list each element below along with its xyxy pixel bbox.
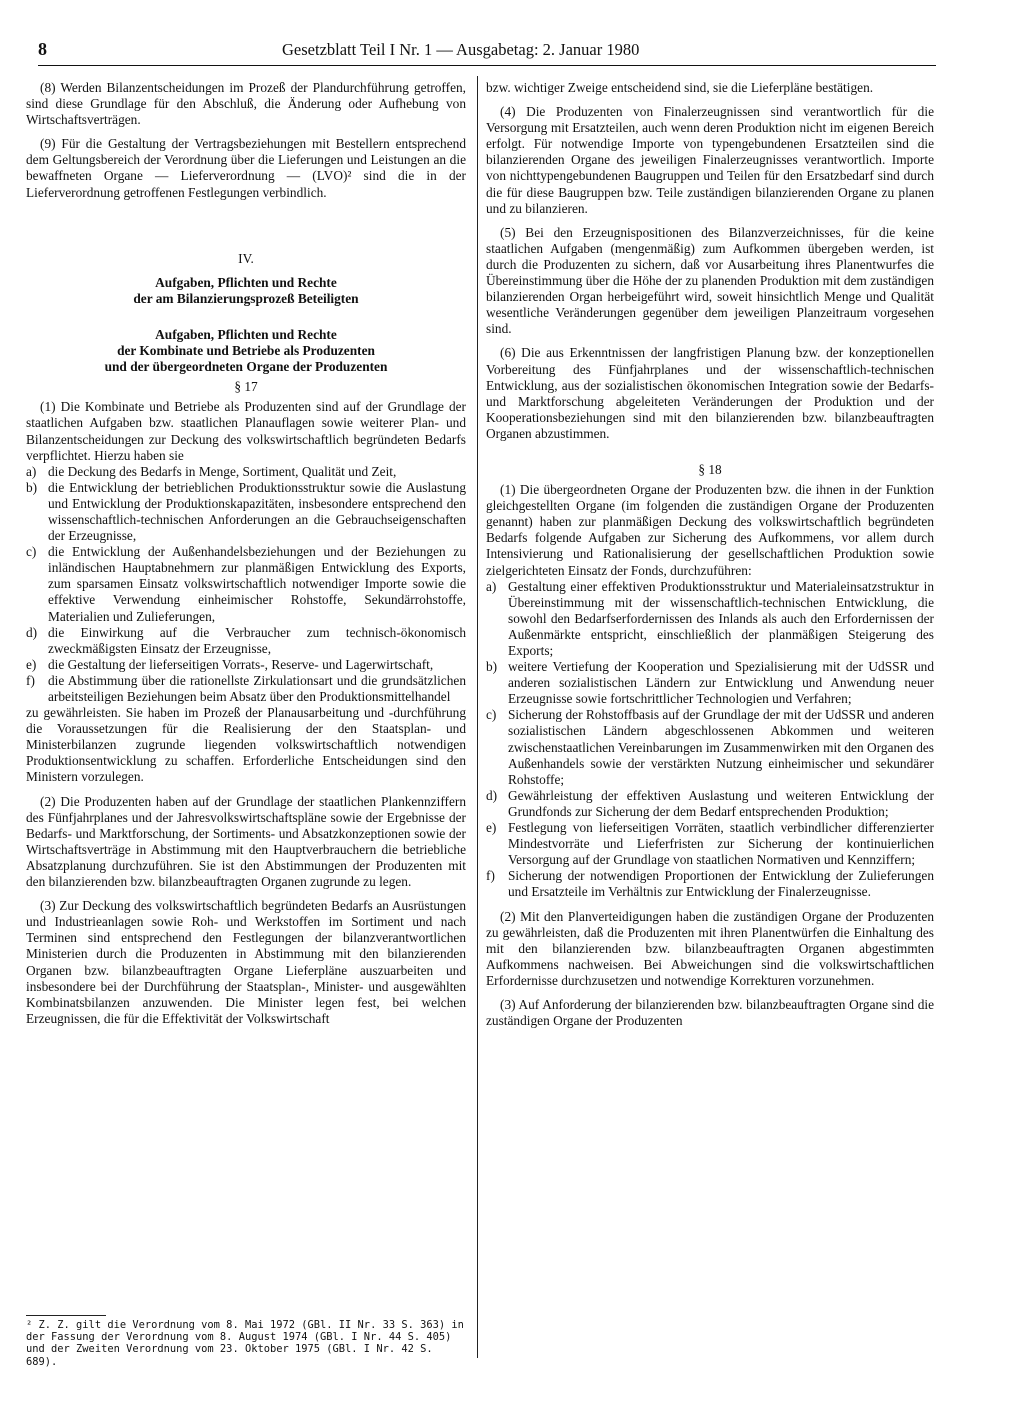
list-item-label: c): [26, 544, 37, 560]
list-item-label: c): [486, 707, 497, 723]
list-item-label: b): [26, 479, 38, 495]
list-item: [26, 673, 466, 705]
header-rule: [38, 65, 936, 66]
left-column: [26, 80, 466, 1027]
list-item-text: die Einwirkung auf die Verbraucher zum technisch-ökonomisch zweckmäßigsten Einsatz der Erzeugnisse,: [48, 624, 466, 656]
paragraph-18-1: (1) Die übergeordneten Organe der Produzenten bzw. die ihnen in der Funktion gleichgestellten Organe (im folgenden die zuständigen Organe der Produzenten genannt) haben zur planmäßigen Deckung des volkswirtschaftlich begründeten Bedarfs folgende Aufgaben zur Sicherung des Aufkommens, vor allem durch Intensivierung und Rationalisierung der gesellschaftlichen Produktion sowie zielgerichteten Einsatz der Fonds, durchzuführen:: [486, 482, 934, 578]
list-item: [486, 659, 934, 707]
list-item: [26, 544, 466, 624]
list-item-text: Sicherung der Rohstoffbasis auf der Grundlage der mit der UdSSR und anderen sozialistischen Ländern abgeschlossenen Abkommen und weiteren zwischenstaatlichen Vereinbarungen im Zusammenwirken mit den Organen des Außenhandels sowie der verstärkten Nutzung einheimischer und sekundärer Rohstoffe;: [508, 707, 934, 787]
list-item: [26, 625, 466, 657]
header-title: Gesetzblatt Teil I Nr. 1 — Ausgabetag: 2. Januar 1980: [282, 40, 640, 59]
page-number: 8: [38, 39, 47, 59]
paragraph-9: (9) Für die Gestaltung der Vertragsbeziehungen mit Bestellern entsprechend dem Geltungsbereich der Verordnung über die Lieferungen und Leistungen an die bewaffneten Organe — Lieferverordnung — (LVO)² sind die in der Lieferverordnung getroffenen Festlegungen verbindlich.: [26, 136, 466, 200]
list-item-text: die Deckung des Bedarfs in Menge, Sortiment, Qualität und Zeit,: [48, 463, 397, 479]
paragraph-18-heading: § 18: [698, 461, 722, 477]
list-item-label: f): [26, 672, 35, 688]
list-item-label: e): [486, 820, 497, 836]
list-item-label: d): [26, 624, 38, 640]
list-item-label: b): [486, 659, 498, 675]
list-item: [26, 657, 466, 673]
right-column: [486, 80, 934, 1029]
column-divider: [477, 76, 478, 1358]
paragraph-17-1-continuation: zu gewährleisten. Sie haben im Prozeß der Planausarbeitung und -durchführung die Voraussetzungen für die Realisierung der den Staatsplan- und Ministerbilanzen zugrunde liegenden volkswirtschaftlich notwendigen Produktionsentwicklung zu schaffen. Erforderliche Entscheidungen sind den Ministern vorzulegen.: [26, 705, 466, 785]
list-item-text: Gestaltung einer effektiven Produktionsstruktur und Materialeinsatzstruktur in Übereinstimmung mit der wissenschaftlich-technischen Entwicklung, die sowohl den Bedarfserfordernissen des Inlands als auch den Erfordernissen der Außenmärkte entspricht, einschließlich der planmäßigen Steigerung des Exports;: [508, 578, 934, 658]
section-title-line-1: Aufgaben, Pflichten und Rechte: [155, 274, 337, 290]
list-item-text: die Entwicklung der Außenhandelsbeziehungen und der Beziehungen zu inländischen Hauptabnehmern zur planmäßigen Entwicklung des Exports, zum sparsamen Einsatz volkswirtschaftlich notwendiger Importe sowie die effektive Verwendung einheimischer Rohstoffe, Sekundärrohstoffe, Materialien und Zulieferungen,: [48, 544, 466, 624]
paragraph-17-6: (6) Die aus Erkenntnissen der langfristigen Planung bzw. der konzeptionellen Vorbereitung des Fünfjahrplanes und der wissenschaftlich-technischen Entwicklung, aus der sozialistischen ökonomischen Integration sowie der Bedarfs- und Marktforschung abgeleiteten Veränderungen der Produktion und der Kooperationsbeziehungen sind mit den bilanzierenden bzw. bilanzbeauftragten Organen abzustimmen.: [486, 345, 934, 441]
list-item: [486, 707, 934, 787]
list-item-text: weitere Vertiefung der Kooperation und Spezialisierung mit der UdSSR und anderen sozialistischen Ländern zur Entwicklung und Anwendung neuer Erzeugnisse sowie fortschrittlicher Technologien und Verfahren;: [508, 659, 934, 707]
paragraph-17-3: (3) Zur Deckung des volkswirtschaftlich begründeten Bedarfs an Ausrüstungen und Industrieanlagen sowie Roh- und Werkstoffen im Sortiment und nach Terminen sind entsprechend den Festlegungen der bilanzverantwortlichen Ministerien durch die Produzenten in Abstimmung mit den bilanzierenden Organen bzw. bilanzbeauftragten Organe Lieferpläne auszuarbeiten und insbesondere bei der Durchführung der Staatsplan-, Minister- und ausgewählten Kombinatsbilanzen anzuwenden. Die Minister legen fest, bei welchen Erzeugnissen, die für die Effektivität der Volkswirtschaft: [26, 898, 466, 1026]
paragraph-17-5: (5) Bei den Erzeugnispositionen des Bilanzverzeichnisses, für die keine staatlichen Aufgaben (mengenmäßig) zum Aufkommen übergeben werden, ist durch die Produzenten zu sichern, daß vor Ausarbeitung ihres Planentwurfes die Übereinstimmung über die Höhe der zu planenden Produktion mit dem zuständigen bilanzierenden Organ herbeigeführt wird, soweit hinsichtlich Menge und Qualität wesentliche Veränderungen gegenüber dem jeweiligen Planzeitraum vorgesehen sind.: [486, 224, 934, 337]
list-item-text: Sicherung der notwendigen Proportionen der Entwicklung der Zulieferungen und Ersatzteile im Verhältnis zur Entwicklung der Finalerzeugnisse.: [508, 868, 934, 900]
paragraph-17-1: (1) Die Kombinate und Betriebe als Produzenten sind auf der Grundlage der staatlichen Aufgaben bzw. staatlichen Planauflagen sowie weiterer Plan- und Bilanzentscheidungen zur Deckung des volkswirtschaftlich begründeten Bedarfs verpflichtet. Hierzu haben sie: [26, 399, 466, 463]
list-item-label: d): [486, 787, 498, 803]
paragraph-17-heading: § 17: [234, 379, 258, 395]
subsection-title-line-2: der Kombinate und Betriebe als Produzenten: [117, 343, 375, 359]
subsection-title-line-3: und der übergeordneten Organe der Produzenten: [104, 359, 388, 375]
paragraph-18-3: (3) Auf Anforderung der bilanzierenden bzw. bilanzbeauftragten Organe sind die zuständigen Organe der Produzenten: [486, 996, 934, 1029]
list-item-label: a): [486, 578, 497, 594]
list-item-text: Festlegung von lieferseitigen Vorräten, staatlich verbindlicher differenzierter Mindestvorräte und Lieferfristen zur Sicherung der kontinuierlichen Versorgung auf der Grundlage von staatlichen Normativen und Kennziffern;: [508, 820, 934, 868]
list-item: [486, 820, 934, 868]
list-item-text: die Abstimmung über die rationellste Zirkulationsart und die grundsätzlichen arbeitsteiligen Beziehungen beim Absatz über den Produktionsmittelhandel: [48, 672, 466, 704]
list-item-label: a): [26, 463, 37, 479]
list-item-text: Gewährleistung der effektiven Auslastung und weiteren Entwicklung der Grundfonds zur Sicherung der dem Bedarf entsprechenden Produktion;: [508, 787, 934, 819]
list-item: [486, 868, 934, 900]
list-item: [26, 480, 466, 544]
paragraph-8: (8) Werden Bilanzentscheidungen im Prozeß der Plandurchführung getroffen, sind diese Grundlage für den Abschluß, die Änderung oder Aufhebung von Wirtschaftsverträgen.: [26, 80, 466, 128]
paragraph-17-4: (4) Die Produzenten von Finalerzeugnissen sind verantwortlich für die Versorgung mit Ersatzteilen, auch wenn deren Produktion nicht im eigenen Bereich erfolgt. Für notwendige Importe von typengebundenen Ersatzteilen sind die bilanzierenden Organe des jeweiligen Finalerzeugnisses verantwortlich. Importe von nichttypengebundenen Baugruppen und Teilen für den Ersatzbedarf sind durch die für diese Baugruppen bzw. Teile zuständigen bilanzierenden Organe zu planen und zu bilanzieren.: [486, 104, 934, 216]
list-item-text: die Gestaltung der lieferseitigen Vorrats-, Reserve- und Lagerwirtschaft,: [48, 656, 434, 672]
list-item-label: f): [486, 868, 495, 884]
footnote: ² Z. Z. gilt die Verordnung vom 8. Mai 1972 (GBl. II Nr. 33 S. 363) in der Fassung der Verordnung vom 8. August 1974 (GBl. I Nr. 44 S. 405) und der Zweiten Verordnung vom 23. Oktober 1975 (GBl. I Nr. 42 S. 689).: [26, 1319, 464, 1368]
subsection-title-line-1: Aufgaben, Pflichten und Rechte: [155, 326, 337, 342]
paragraph-17-3-continuation: bzw. wichtiger Zweige entscheidend sind, sie die Lieferpläne bestätigen.: [486, 80, 874, 95]
section-title-line-2: der am Bilanzierungsprozeß Beteiligten: [133, 290, 359, 306]
paragraph-17-2: (2) Die Produzenten haben auf der Grundlage der staatlichen Plankennziffern des Fünfjahrplanes und der Jahresvolkswirtschaftspläne sowie der Ergebnisse der Bedarfs- und Marktforschung, der Sortiments- und Absatzkonzeptionen sowie der Wirtschaftsverträge in Abstimmung mit den Hauptverbrauchern die betriebliche Absatzplanung durchzuführen. Sie ist den Abstimmungen der Produzenten mit den bilanzierenden bzw. bilanzbeauftragten Organen zugrunde zu legen.: [26, 793, 466, 890]
list-item: [486, 579, 934, 659]
paragraph-18-2: (2) Mit den Planverteidigungen haben die zuständigen Organe der Produzenten zu gewährleisten, daß die Produzenten mit ihren Planentwürfen die Einhaltung des mit den bilanzierenden bzw. bilanzbeauftragten Organen abgestimmten Aufkommens nachweisen. Bei Abweichungen sind die volkswirtschaftlichen Erfordernisse durchzusetzen und notwendige Korrekturen vorzunehmen.: [486, 908, 934, 988]
section-number: IV.: [238, 250, 254, 266]
list-item: [26, 464, 466, 480]
list-item-text: die Entwicklung der betrieblichen Produktionsstruktur sowie die Auslastung und Entwicklung der Produktionskapazitäten, insbesondere entsprechend den wissenschaftlich-technischen Anforderungen an die Gebrauchseigenschaften der Erzeugnisse,: [48, 479, 466, 544]
list-item: [486, 788, 934, 820]
page-header: [38, 35, 936, 65]
list-item-label: e): [26, 656, 37, 672]
footnote-rule: [26, 1315, 106, 1316]
